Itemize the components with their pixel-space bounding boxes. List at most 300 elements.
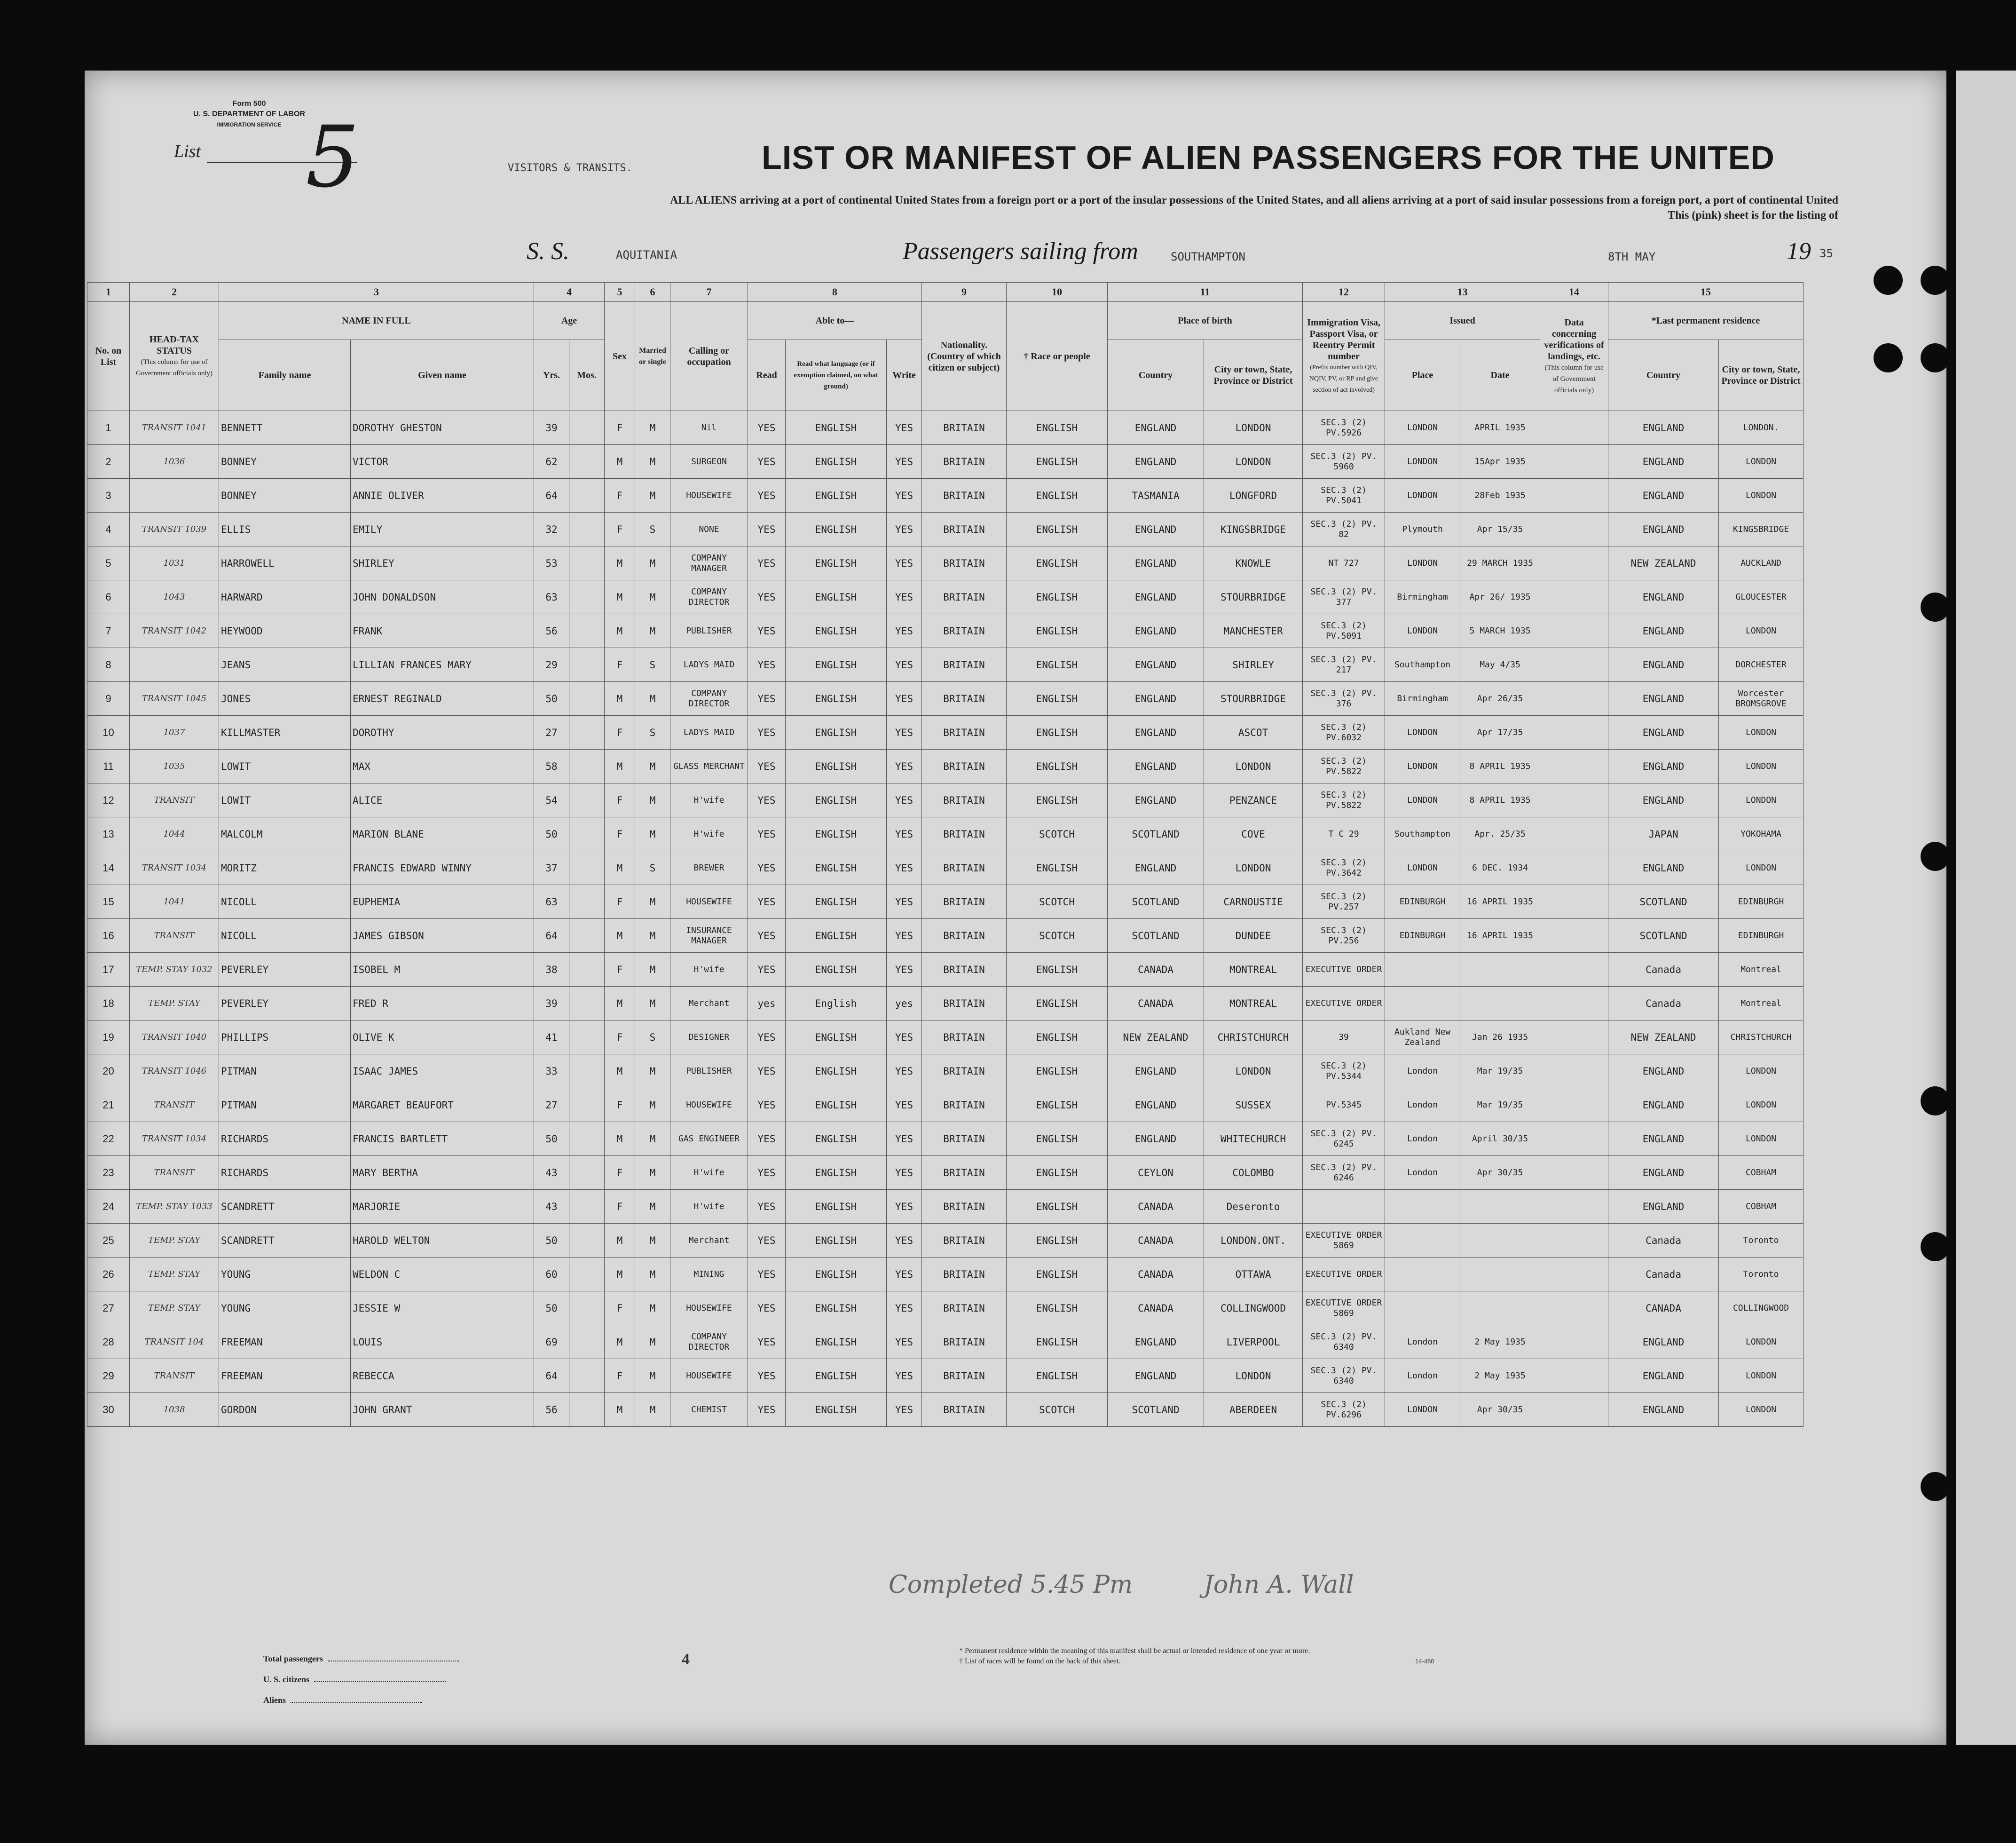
visa-number: SEC.3 (2) PV.5344 xyxy=(1303,1054,1385,1088)
age-years: 39 xyxy=(534,987,569,1020)
birth-country: ENGLAND xyxy=(1108,1122,1204,1156)
birth-country: ENGLAND xyxy=(1108,411,1204,445)
issued-place xyxy=(1385,1224,1460,1258)
can-write: YES xyxy=(887,1088,922,1122)
issued-place: Birmingham xyxy=(1385,580,1460,614)
manifest-table xyxy=(87,282,1916,1427)
head-tax-status: TEMP. STAY xyxy=(130,1258,219,1291)
col-number: 13 xyxy=(1385,283,1540,302)
landing-data xyxy=(1540,953,1608,987)
head-tax-status: TRANSIT 1040 xyxy=(130,1020,219,1054)
age-months xyxy=(569,411,605,445)
header-nationality: Nationality. (Country of which citizen or subject) xyxy=(922,302,1007,411)
residence-country: JAPAN xyxy=(1608,817,1719,851)
row-number: 3 xyxy=(87,479,130,513)
birth-country: CANADA xyxy=(1108,987,1204,1020)
age-years: 29 xyxy=(534,648,569,682)
residence-city: AUCKLAND xyxy=(1719,546,1803,580)
age-years: 56 xyxy=(534,614,569,648)
marital-status: S xyxy=(635,1020,670,1054)
nationality: BRITAIN xyxy=(922,546,1007,580)
issued-place: LONDON xyxy=(1385,851,1460,885)
visa-number: EXECUTIVE ORDER xyxy=(1303,1258,1385,1291)
marital-status: M xyxy=(635,953,670,987)
column-number-row xyxy=(87,283,1916,302)
family-name: YOUNG xyxy=(219,1291,351,1325)
col-number: 12 xyxy=(1303,283,1385,302)
adjacent-page-strip xyxy=(1956,71,2016,1745)
birth-city: WHITECHURCH xyxy=(1204,1122,1303,1156)
head-tax-status: TEMP. STAY xyxy=(130,1291,219,1325)
nationality: BRITAIN xyxy=(922,919,1007,953)
table-row xyxy=(87,546,1916,580)
occupation: H'wife xyxy=(670,783,748,817)
header-married: Married or single xyxy=(635,302,670,411)
residence-country: NEW ZEALAND xyxy=(1608,1020,1719,1054)
header-res-city: City or town, State, Province or District xyxy=(1719,340,1803,411)
birth-country: ENGLAND xyxy=(1108,513,1204,546)
landing-data xyxy=(1540,817,1608,851)
header-yrs: Yrs. xyxy=(534,340,569,411)
read-language: ENGLISH xyxy=(786,1054,887,1088)
row-number: 16 xyxy=(87,919,130,953)
head-tax-status: 1041 xyxy=(130,885,219,919)
read-language: ENGLISH xyxy=(786,1258,887,1291)
given-name: ANNIE OLIVER xyxy=(351,479,534,513)
marital-status: S xyxy=(635,513,670,546)
head-tax-status: 1038 xyxy=(130,1393,219,1427)
birth-city: Deseronto xyxy=(1204,1190,1303,1224)
table-row xyxy=(87,445,1916,479)
table-row xyxy=(87,817,1916,851)
birth-city: LONDON xyxy=(1204,411,1303,445)
age-years: 43 xyxy=(534,1156,569,1190)
head-tax-status: TRANSIT xyxy=(130,919,219,953)
occupation: GLASS MERCHANT xyxy=(670,750,748,783)
head-tax-status: TRANSIT xyxy=(130,783,219,817)
given-name: FRANK xyxy=(351,614,534,648)
completed-note: Completed 5.45 Pm xyxy=(889,1571,1133,1599)
landing-data xyxy=(1540,546,1608,580)
header-name-in-full: NAME IN FULL xyxy=(219,302,534,340)
visa-number xyxy=(1303,1190,1385,1224)
race: ENGLISH xyxy=(1007,851,1108,885)
head-tax-status: TRANSIT 1045 xyxy=(130,682,219,716)
age-months xyxy=(569,1190,605,1224)
residence-city: DORCHESTER xyxy=(1719,648,1803,682)
nationality: BRITAIN xyxy=(922,445,1007,479)
race: ENGLISH xyxy=(1007,1088,1108,1122)
age-years: 50 xyxy=(534,1224,569,1258)
family-name: HARROWELL xyxy=(219,546,351,580)
data-landings-label: Data concerning verifications of landings, etc. xyxy=(1544,317,1604,362)
family-name: FREEMAN xyxy=(219,1325,351,1359)
residence-city: Worcester BROMSGROVE xyxy=(1719,682,1803,716)
issued-place: London xyxy=(1385,1122,1460,1156)
table-row xyxy=(87,1156,1916,1190)
table-row xyxy=(87,1020,1916,1054)
given-name: WELDON C xyxy=(351,1258,534,1291)
subtitle xyxy=(447,193,1838,223)
can-write: YES xyxy=(887,953,922,987)
age-months xyxy=(569,750,605,783)
can-write: YES xyxy=(887,1122,922,1156)
given-name: MARY BERTHA xyxy=(351,1156,534,1190)
issued-date: 16 APRIL 1935 xyxy=(1460,885,1540,919)
given-name: DOROTHY GHESTON xyxy=(351,411,534,445)
given-name: FRED R xyxy=(351,987,534,1020)
head-tax-status: TEMP. STAY 1032 xyxy=(130,953,219,987)
family-name: FREEMAN xyxy=(219,1359,351,1393)
issued-date xyxy=(1460,1190,1540,1224)
header-age: Age xyxy=(534,302,605,340)
nationality: BRITAIN xyxy=(922,479,1007,513)
birth-city: LONDON xyxy=(1204,445,1303,479)
issued-place: London xyxy=(1385,1156,1460,1190)
race: SCOTCH xyxy=(1007,1393,1108,1427)
landing-data xyxy=(1540,1393,1608,1427)
age-years: 53 xyxy=(534,546,569,580)
row-number: 2 xyxy=(87,445,130,479)
table-row xyxy=(87,1088,1916,1122)
issued-date: 2 May 1935 xyxy=(1460,1325,1540,1359)
manifest-table-wrap xyxy=(87,282,1916,1427)
age-years: 43 xyxy=(534,1190,569,1224)
can-read: YES xyxy=(748,445,786,479)
can-read: YES xyxy=(748,614,786,648)
residence-city: LONDON xyxy=(1719,1122,1803,1156)
issued-place: Southampton xyxy=(1385,648,1460,682)
can-read: YES xyxy=(748,885,786,919)
officer-signature: John A. Wall xyxy=(1204,1571,1354,1599)
read-language: ENGLISH xyxy=(786,1020,887,1054)
residence-city: LONDON. xyxy=(1719,411,1803,445)
birth-city: KINGSBRIDGE xyxy=(1204,513,1303,546)
issued-place: London xyxy=(1385,1359,1460,1393)
residence-country: Canada xyxy=(1608,953,1719,987)
race: ENGLISH xyxy=(1007,411,1108,445)
birth-country: CANADA xyxy=(1108,1291,1204,1325)
occupation: PUBLISHER xyxy=(670,1054,748,1088)
age-years: 60 xyxy=(534,1258,569,1291)
birth-country: ENGLAND xyxy=(1108,1325,1204,1359)
visa-number: SEC.3 (2) PV.6296 xyxy=(1303,1393,1385,1427)
residence-country: ENGLAND xyxy=(1608,682,1719,716)
family-name: RICHARDS xyxy=(219,1156,351,1190)
sex: M xyxy=(605,1393,635,1427)
visa-number: T C 29 xyxy=(1303,817,1385,851)
given-name: SHIRLEY xyxy=(351,546,534,580)
residence-city: LONDON xyxy=(1719,851,1803,885)
birth-city: COLLINGWOOD xyxy=(1204,1291,1303,1325)
landing-data xyxy=(1540,1054,1608,1088)
table-row xyxy=(87,1258,1916,1291)
nationality: BRITAIN xyxy=(922,513,1007,546)
given-name: LOUIS xyxy=(351,1325,534,1359)
can-write: YES xyxy=(887,851,922,885)
landing-data xyxy=(1540,513,1608,546)
landing-data xyxy=(1540,851,1608,885)
can-read: yes xyxy=(748,987,786,1020)
header-calling: Calling or occupation xyxy=(670,302,748,411)
row-number: 20 xyxy=(87,1054,130,1088)
age-months xyxy=(569,817,605,851)
issued-date: 8 APRIL 1935 xyxy=(1460,783,1540,817)
residence-country: ENGLAND xyxy=(1608,1325,1719,1359)
landing-data xyxy=(1540,479,1608,513)
age-years: 69 xyxy=(534,1325,569,1359)
sex: M xyxy=(605,750,635,783)
race: SCOTCH xyxy=(1007,817,1108,851)
can-read: YES xyxy=(748,513,786,546)
age-years: 50 xyxy=(534,817,569,851)
row-number: 19 xyxy=(87,1020,130,1054)
age-years: 50 xyxy=(534,1291,569,1325)
visa-number: SEC.3 (2) PV.5822 xyxy=(1303,750,1385,783)
head-tax-status: 1044 xyxy=(130,817,219,851)
birth-country: CANADA xyxy=(1108,1224,1204,1258)
race: ENGLISH xyxy=(1007,1359,1108,1393)
race: ENGLISH xyxy=(1007,1291,1108,1325)
total-passengers-row xyxy=(263,1648,459,1669)
visa-number: NT 727 xyxy=(1303,546,1385,580)
nationality: BRITAIN xyxy=(922,1393,1007,1427)
aliens-row xyxy=(263,1690,459,1710)
issued-date: Apr 15/35 xyxy=(1460,513,1540,546)
birth-country: SCOTLAND xyxy=(1108,919,1204,953)
occupation: H'wife xyxy=(670,817,748,851)
birth-city: ASCOT xyxy=(1204,716,1303,750)
sex: M xyxy=(605,580,635,614)
row-number: 1 xyxy=(87,411,130,445)
read-language: ENGLISH xyxy=(786,851,887,885)
table-row xyxy=(87,953,1916,987)
marital-status: M xyxy=(635,1190,670,1224)
age-months xyxy=(569,1054,605,1088)
given-name: JOHN DONALDSON xyxy=(351,580,534,614)
residence-city: COLLINGWOOD xyxy=(1719,1291,1803,1325)
marital-status: M xyxy=(635,1088,670,1122)
table-row xyxy=(87,1291,1916,1325)
can-read: YES xyxy=(748,1020,786,1054)
issued-date: 6 DEC. 1934 xyxy=(1460,851,1540,885)
issued-date: APRIL 1935 xyxy=(1460,411,1540,445)
family-name: HARWARD xyxy=(219,580,351,614)
issued-place: London xyxy=(1385,1088,1460,1122)
visa-number: SEC.3 (2) PV. 5960 xyxy=(1303,445,1385,479)
residence-country: ENGLAND xyxy=(1608,716,1719,750)
read-language: ENGLISH xyxy=(786,817,887,851)
age-years: 50 xyxy=(534,682,569,716)
family-name: HEYWOOD xyxy=(219,614,351,648)
birth-country: ENGLAND xyxy=(1108,750,1204,783)
head-tax-status: TRANSIT xyxy=(130,1088,219,1122)
birth-city: COLOMBO xyxy=(1204,1156,1303,1190)
occupation: PUBLISHER xyxy=(670,614,748,648)
age-years: 38 xyxy=(534,953,569,987)
nationality: BRITAIN xyxy=(922,1122,1007,1156)
birth-city: MONTREAL xyxy=(1204,953,1303,987)
family-name: PHILLIPS xyxy=(219,1020,351,1054)
row-number: 22 xyxy=(87,1122,130,1156)
head-tax-status: 1043 xyxy=(130,580,219,614)
table-row xyxy=(87,716,1916,750)
can-write: YES xyxy=(887,648,922,682)
sex: M xyxy=(605,682,635,716)
age-months xyxy=(569,1156,605,1190)
can-write: YES xyxy=(887,1020,922,1054)
sex: M xyxy=(605,1054,635,1088)
table-row xyxy=(87,614,1916,648)
can-write: YES xyxy=(887,479,922,513)
read-language: ENGLISH xyxy=(786,648,887,682)
visitors-label: VISITORS & TRANSITS. xyxy=(508,162,632,174)
visa-number: SEC.3 (2) PV. 377 xyxy=(1303,580,1385,614)
residence-country: ENGLAND xyxy=(1608,783,1719,817)
nationality: BRITAIN xyxy=(922,750,1007,783)
nationality: BRITAIN xyxy=(922,987,1007,1020)
landing-data xyxy=(1540,1156,1608,1190)
birth-city: CARNOUSTIE xyxy=(1204,885,1303,919)
header-last-residence: *Last permanent residence xyxy=(1608,302,1803,340)
can-write: YES xyxy=(887,919,922,953)
can-read: YES xyxy=(748,411,786,445)
visa-number: 39 xyxy=(1303,1020,1385,1054)
sex: F xyxy=(605,885,635,919)
issued-place: Aukland New Zealand xyxy=(1385,1020,1460,1054)
issued-date: Mar 19/35 xyxy=(1460,1088,1540,1122)
age-months xyxy=(569,1393,605,1427)
occupation: H'wife xyxy=(670,1190,748,1224)
given-name: EUPHEMIA xyxy=(351,885,534,919)
age-months xyxy=(569,1325,605,1359)
table-row xyxy=(87,682,1916,716)
race: ENGLISH xyxy=(1007,479,1108,513)
marital-status: M xyxy=(635,479,670,513)
issued-date xyxy=(1460,953,1540,987)
can-read: YES xyxy=(748,1156,786,1190)
birth-city: ABERDEEN xyxy=(1204,1393,1303,1427)
subtitle-line2: This (pink) sheet is for the listing of xyxy=(1668,209,1838,221)
residence-country: ENGLAND xyxy=(1608,411,1719,445)
issued-date: 16 APRIL 1935 xyxy=(1460,919,1540,953)
occupation: HOUSEWIFE xyxy=(670,885,748,919)
table-row xyxy=(87,1190,1916,1224)
residence-country: ENGLAND xyxy=(1608,1054,1719,1088)
row-number: 7 xyxy=(87,614,130,648)
can-write: YES xyxy=(887,1190,922,1224)
family-name: PITMAN xyxy=(219,1054,351,1088)
landing-data xyxy=(1540,987,1608,1020)
sex: F xyxy=(605,1020,635,1054)
table-row xyxy=(87,1054,1916,1088)
residence-country: ENGLAND xyxy=(1608,1359,1719,1393)
total-passengers-label: Total passengers xyxy=(263,1654,323,1663)
birth-city: STOURBRIDGE xyxy=(1204,682,1303,716)
can-write: YES xyxy=(887,614,922,648)
landing-data xyxy=(1540,682,1608,716)
given-name: ERNEST REGINALD xyxy=(351,682,534,716)
read-language: ENGLISH xyxy=(786,411,887,445)
header-mos: Mos. xyxy=(569,340,605,411)
given-name: FRANCIS BARTLETT xyxy=(351,1122,534,1156)
binder-hole xyxy=(1921,842,1950,871)
landing-data xyxy=(1540,1020,1608,1054)
col-number: 2 xyxy=(130,283,219,302)
birth-city: KNOWLE xyxy=(1204,546,1303,580)
sailing-label: Passengers sailing from xyxy=(903,238,1138,265)
marital-status: M xyxy=(635,919,670,953)
birth-city: LONGFORD xyxy=(1204,479,1303,513)
can-read: YES xyxy=(748,783,786,817)
can-read: YES xyxy=(748,1325,786,1359)
birth-country: ENGLAND xyxy=(1108,648,1204,682)
landing-data xyxy=(1540,1258,1608,1291)
sex: M xyxy=(605,546,635,580)
race: ENGLISH xyxy=(1007,513,1108,546)
subtitle-line1: ALL ALIENS arriving at a port of continental United States from a foreign port or a port of the insular possessions of the United States, and all aliens arriving at a port of said insular possessions from a foreign port, a port of continental United xyxy=(670,194,1838,206)
age-months xyxy=(569,919,605,953)
family-name: SCANDRETT xyxy=(219,1224,351,1258)
landing-data xyxy=(1540,885,1608,919)
issued-place xyxy=(1385,987,1460,1020)
nationality: BRITAIN xyxy=(922,1325,1007,1359)
residence-country: ENGLAND xyxy=(1608,445,1719,479)
issued-date: May 4/35 xyxy=(1460,648,1540,682)
port: SOUTHAMPTON xyxy=(1171,250,1245,263)
residence-city: LONDON xyxy=(1719,1359,1803,1393)
residence-city: Montreal xyxy=(1719,953,1803,987)
head-tax-status xyxy=(130,479,219,513)
landing-data xyxy=(1540,1359,1608,1393)
nationality: BRITAIN xyxy=(922,1054,1007,1088)
age-years: 33 xyxy=(534,1054,569,1088)
visa-note: (Prefix number with QIV, NQIV, PV, or RP and give section of act involved) xyxy=(1309,364,1378,394)
binder-hole xyxy=(1921,343,1950,372)
issued-place: London xyxy=(1385,1054,1460,1088)
issued-date: Mar 19/35 xyxy=(1460,1054,1540,1088)
family-name: ELLIS xyxy=(219,513,351,546)
issued-place xyxy=(1385,1291,1460,1325)
read-language: ENGLISH xyxy=(786,750,887,783)
col-number: 7 xyxy=(670,283,748,302)
age-months xyxy=(569,580,605,614)
issued-place: LONDON xyxy=(1385,411,1460,445)
visa-number: SEC.3 (2) PV. 6246 xyxy=(1303,1156,1385,1190)
issued-place: LONDON xyxy=(1385,750,1460,783)
sex: F xyxy=(605,1359,635,1393)
birth-country: CANADA xyxy=(1108,953,1204,987)
age-months xyxy=(569,479,605,513)
header-birth-city: City or town, State, Province or District xyxy=(1204,340,1303,411)
read-language: ENGLISH xyxy=(786,919,887,953)
visa-number: SEC.3 (2) PV. 6340 xyxy=(1303,1359,1385,1393)
head-tax-status: 1036 xyxy=(130,445,219,479)
given-name: MARGARET BEAUFORT xyxy=(351,1088,534,1122)
can-read: YES xyxy=(748,1224,786,1258)
read-language: ENGLISH xyxy=(786,783,887,817)
col-number: 11 xyxy=(1108,283,1303,302)
row-number: 18 xyxy=(87,987,130,1020)
age-months xyxy=(569,783,605,817)
age-months xyxy=(569,953,605,987)
birth-city: LONDON xyxy=(1204,1054,1303,1088)
residence-city: LONDON xyxy=(1719,1393,1803,1427)
landing-data xyxy=(1540,1122,1608,1156)
birth-city: PENZANCE xyxy=(1204,783,1303,817)
residence-city: LONDON xyxy=(1719,750,1803,783)
occupation: GAS ENGINEER xyxy=(670,1122,748,1156)
